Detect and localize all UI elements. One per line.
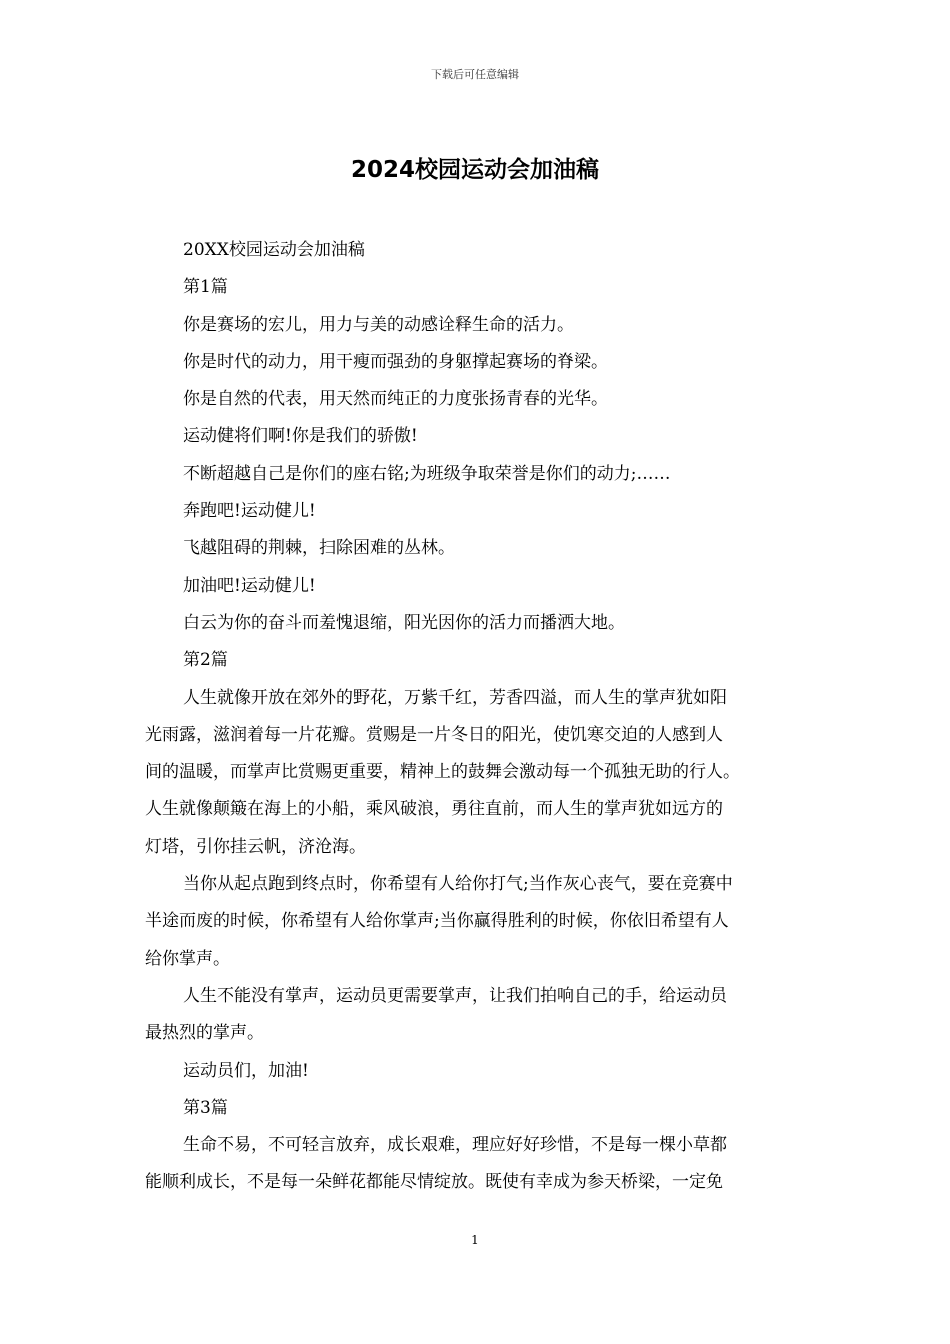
subtitle-line: 20XX校园运动会加油稿 [183,240,365,260]
paragraph-life-not-easy [145,1127,810,1202]
paragraph-line: 人生就像颠簸在海上的小船，乘风破浪，勇往直前，而人生的掌声犹如远方的 [145,799,723,820]
poem-line: 运动健将们啊!你是我们的骄傲! [183,426,418,447]
paragraph-line: 生命不易，不可轻言放弃，成长艰难，理应好好珍惜，不是每一棵小草都 [183,1135,727,1156]
poem-line: 不断超越自己是你们的座右铭;为班级争取荣誉是你们的动力;…… [183,463,671,484]
section-heading-3: 第3篇 [183,1097,228,1118]
page-number: 1 [471,1233,479,1247]
paragraph-line: 给你掌声。 [145,948,230,969]
paragraph-line: 光雨露，滋润着每一片花瓣。赏赐是一片冬日的阳光，使饥寒交迫的人感到人 [145,724,723,745]
poem-line: 你是赛场的宏儿，用力与美的动感诠释生命的活力。 [183,314,574,335]
paragraph-line: 当你从起点跑到终点时，你希望有人给你打气;当作灰心丧气，要在竞赛中 [183,874,733,895]
paragraph-line: 间的温暖，而掌声比赏赐更重要，精神上的鼓舞会激动每一个孤独无助的行人。 [145,762,740,783]
header-note: 下载后可任意编辑 [431,68,519,81]
paragraph-line: 半途而废的时候，你希望有人给你掌声;当你赢得胜利的时候，你依旧希望有人 [145,911,729,932]
poem-line: 奔跑吧!运动健儿! [183,501,316,522]
paragraph-applause-life [145,680,810,866]
poem-line: 加油吧!运动健儿! [183,575,316,596]
poem-line: 飞越阻碍的荆棘，扫除困难的丛林。 [183,538,455,559]
paragraph-line: 灯塔，引你挂云帆，济沧海。 [145,836,366,857]
paragraph-hope-applause [145,866,810,978]
poem-line: 你是时代的动力，用干瘦而强劲的身躯撑起赛场的脊梁。 [183,351,608,372]
document-body [145,232,810,1202]
paragraph-line: 人生就像开放在郊外的野花，万紫千红，芳香四溢，而人生的掌声犹如阳 [183,687,727,708]
paragraph-athletes-applause [145,978,810,1053]
poem-line: 白云为你的奋斗而羞愧退缩，阳光因你的活力而播洒大地。 [183,612,625,633]
document-title: 2024校园运动会加油稿 [350,157,599,183]
paragraph-line: 人生不能没有掌声，运动员更需要掌声，让我们拍响自己的手，给运动员 [183,985,727,1006]
poem-line: 你是自然的代表，用天然而纯正的力度张扬青春的光华。 [183,389,608,410]
paragraph-line: 最热烈的掌声。 [145,1023,264,1044]
section-heading-1: 第1篇 [183,277,228,298]
section-heading-2: 第2篇 [183,650,228,671]
cheer-line: 运动员们，加油! [183,1060,309,1081]
paragraph-line: 能顺利成长，不是每一朵鲜花都能尽情绽放。既使有幸成为参天桥梁，一定免 [145,1172,723,1193]
